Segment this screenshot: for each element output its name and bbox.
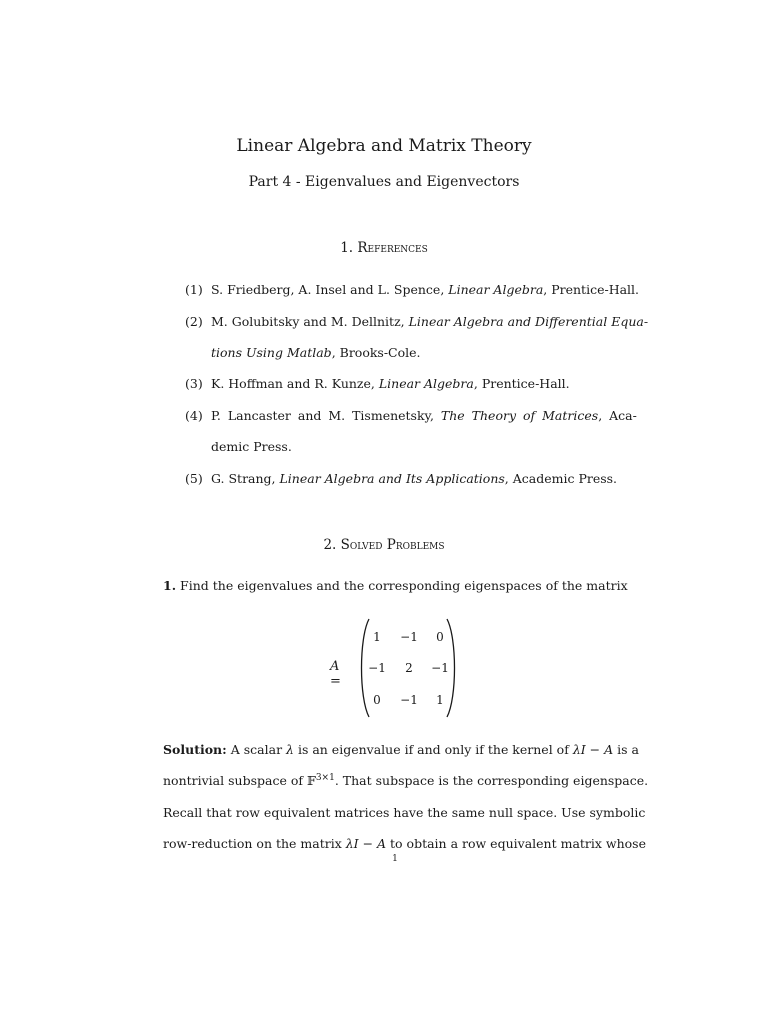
section-title: Solved Problems bbox=[340, 537, 445, 553]
solution-label: Solution: bbox=[163, 742, 227, 757]
reference-item: (2) M. Golubitsky and M. Dellnitz, Linear Algebra and Differential Equa- bbox=[185, 314, 649, 329]
reference-title: Linear Algebra and Differential Equa- bbox=[408, 314, 649, 329]
matrix-cell: 2 bbox=[405, 661, 413, 675]
solution-line: nontrivial subspace of 𝔽$^{3\times 1}$. That subspace is the corresponding eigenspace. bbox=[163, 773, 649, 789]
reference-item: (1) S. Friedberg, A. Insel and L. Spence, Linear Algebra, Prentice-Hall. bbox=[185, 282, 640, 297]
section-title: References bbox=[357, 240, 428, 256]
reference-title: Linear Algebra bbox=[378, 376, 474, 391]
solution-line: Solution: A scalar λ is an eigenvalue if and only if the kernel of λI − A is a bbox=[163, 742, 639, 757]
matrix-cell: −1 bbox=[368, 661, 386, 675]
matrix-cell: 0 bbox=[436, 630, 444, 644]
matrix-cell: 1 bbox=[373, 630, 381, 644]
reference-item: (4) P. Lancaster and M. Tismenetsky, The Theory of Matrices, Aca- bbox=[185, 408, 637, 423]
matrix-cell: −1 bbox=[400, 630, 418, 644]
document-title: Linear Algebra and Matrix Theory bbox=[236, 136, 532, 156]
matrix-label: A = bbox=[330, 659, 341, 689]
document-subtitle: Part 4 - Eigenvalues and Eigenvectors bbox=[248, 174, 520, 190]
section-number: 1. bbox=[340, 240, 354, 256]
reference-item: (5) G. Strang, Linear Algebra and Its Applications, Academic Press. bbox=[185, 471, 618, 486]
reference-item-continued: tions Using Matlab, Brooks-Cole. bbox=[211, 345, 421, 360]
problem-statement: 1. Find the eigenvalues and the corresponding eigenspaces of the matrix bbox=[163, 578, 628, 593]
reference-item: (3) K. Hoffman and R. Kunze, Linear Algebra, Prentice-Hall. bbox=[185, 376, 570, 391]
reference-title: Linear Algebra bbox=[448, 282, 544, 297]
solution-line: Recall that row equivalent matrices have the same null space. Use symbolic bbox=[163, 805, 646, 820]
matrix-cell: −1 bbox=[431, 661, 449, 675]
page-number: 1 bbox=[392, 854, 398, 864]
reference-item-continued: demic Press. bbox=[211, 439, 292, 454]
section-heading-solved-problems bbox=[0, 537, 768, 553]
section-heading-references bbox=[0, 240, 768, 256]
matrix-cell: 1 bbox=[436, 693, 444, 707]
matrix-cell: −1 bbox=[400, 693, 418, 707]
reference-title: tions Using Matlab bbox=[211, 345, 332, 360]
problem-number: 1. bbox=[163, 578, 177, 593]
reference-title: The Theory of Matrices bbox=[440, 408, 599, 423]
solution-line: row-reduction on the matrix λI − A to obtain a row equivalent matrix whose bbox=[163, 836, 646, 851]
reference-title: Linear Algebra and Its Applications bbox=[279, 471, 505, 486]
section-number: 2. bbox=[323, 537, 337, 553]
matrix-cell: 0 bbox=[373, 693, 381, 707]
